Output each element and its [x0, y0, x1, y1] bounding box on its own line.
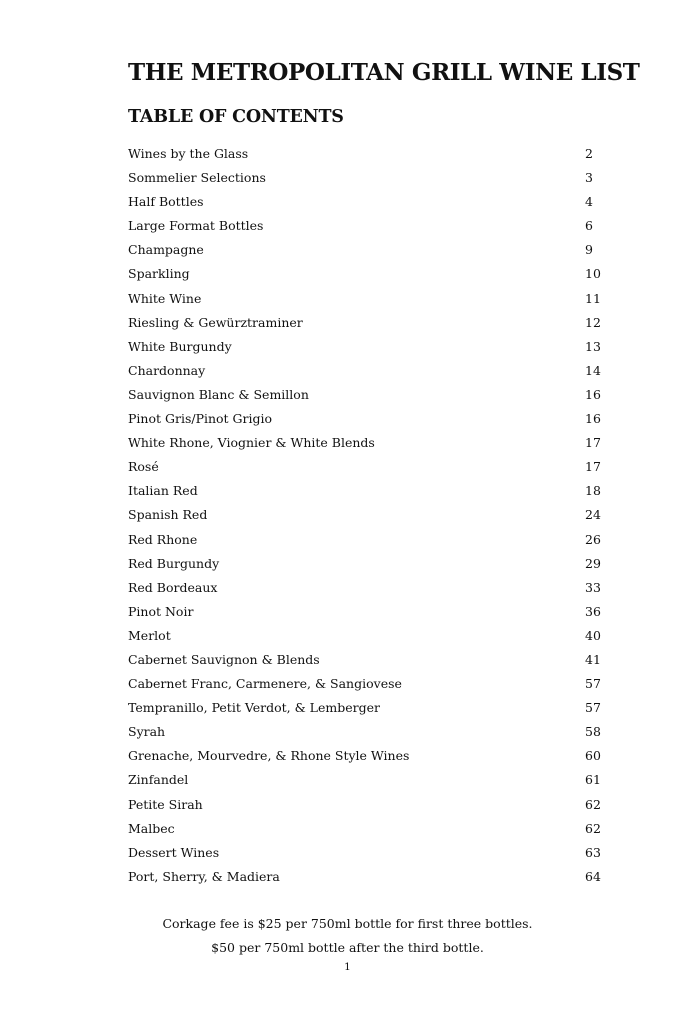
- toc-entry[interactable]: [128, 455, 603, 479]
- toc-entry-title: Cabernet Franc, Carmenere, & Sangiovese: [128, 676, 402, 692]
- toc-entry-title: Wines by the Glass: [128, 146, 249, 161]
- toc-entry-page: 14: [585, 362, 601, 378]
- toc-entry-page: 17: [585, 459, 601, 475]
- toc-entry[interactable]: [128, 166, 603, 190]
- toc-entry[interactable]: [128, 768, 603, 792]
- toc-entry[interactable]: [128, 600, 603, 624]
- toc-entry[interactable]: [128, 865, 603, 889]
- toc-entry[interactable]: [128, 359, 603, 383]
- toc-entry[interactable]: [128, 672, 603, 696]
- toc-entry-page: 9: [585, 242, 593, 258]
- toc-entry-page: 26: [585, 531, 601, 547]
- toc-entry[interactable]: [128, 648, 603, 672]
- toc-entry[interactable]: [128, 793, 603, 817]
- toc-entry-page: 13: [585, 338, 601, 354]
- toc-entry-title: Rosé: [128, 459, 159, 475]
- toc-entry-title: Sauvignon Blanc & Semillon: [128, 386, 309, 402]
- toc-entry[interactable]: [128, 720, 603, 744]
- toc-entry[interactable]: [128, 696, 603, 720]
- toc-entry-page: 16: [585, 411, 601, 427]
- toc-heading: TABLE OF CONTENTS: [128, 107, 344, 127]
- toc-entry-title: Chardonnay: [128, 362, 206, 378]
- toc-entry-title: Pinot Gris/Pinot Grigio: [128, 411, 273, 427]
- toc-entry-title: Dessert Wines: [128, 844, 220, 860]
- toc-entry-page: 57: [585, 700, 601, 716]
- toc-entry-page: 16: [585, 386, 601, 402]
- toc-entry-title: Grenache, Mourvedre, & Rhone Style Wines: [128, 748, 410, 764]
- toc-entry-title: Cabernet Sauvignon & Blends: [128, 651, 320, 667]
- toc-entry-page: 63: [585, 844, 601, 860]
- toc-entry-title: Half Bottles: [128, 194, 204, 210]
- document-title: THE METROPOLITAN GRILL WINE LIST: [128, 59, 640, 86]
- toc-entry[interactable]: [128, 479, 603, 503]
- toc-entry-page: 58: [585, 724, 601, 740]
- toc-entry-page: 60: [585, 748, 601, 764]
- table-of-contents: [128, 142, 603, 889]
- toc-entry[interactable]: [128, 287, 603, 311]
- toc-entry[interactable]: [128, 262, 603, 286]
- toc-entry-title: White Rhone, Viognier & White Blends: [128, 435, 375, 451]
- toc-entry[interactable]: [128, 431, 603, 455]
- corkage-note-first: Corkage fee is $25 per 750ml bottle for first three bottles.: [162, 916, 533, 931]
- toc-entry-title: Petite Sirah: [128, 796, 203, 812]
- toc-entry[interactable]: [128, 744, 603, 768]
- toc-entry-page: 18: [585, 483, 601, 499]
- toc-entry-page: 4: [585, 194, 593, 210]
- toc-entry-page: 64: [585, 868, 601, 884]
- toc-entry-title: Port, Sherry, & Madiera: [128, 868, 280, 884]
- toc-entry-page: 33: [585, 579, 601, 595]
- toc-entry-page: 3: [585, 170, 593, 186]
- toc-entry[interactable]: [128, 190, 603, 214]
- toc-entry-page: 17: [585, 435, 601, 451]
- corkage-note-second: $50 per 750ml bottle after the third bottle.: [211, 940, 484, 955]
- toc-entry[interactable]: [128, 624, 603, 648]
- toc-entry-title: Syrah: [128, 724, 166, 740]
- toc-entry[interactable]: [128, 142, 603, 166]
- toc-entry-title: Zinfandel: [128, 772, 189, 788]
- corkage-notes: [0, 912, 695, 960]
- toc-entry-title: Riesling & Gewürztraminer: [128, 314, 303, 330]
- toc-entry-page: 10: [585, 266, 601, 282]
- toc-entry[interactable]: [128, 528, 603, 552]
- toc-entry-title: Champagne: [128, 242, 204, 258]
- toc-entry-page: 36: [585, 603, 601, 619]
- toc-entry-title: Tempranillo, Petit Verdot, & Lemberger: [128, 700, 380, 716]
- toc-entry-page: 2: [585, 146, 593, 161]
- toc-entry-page: 12: [585, 314, 601, 330]
- toc-entry-page: 40: [585, 627, 601, 643]
- toc-entry[interactable]: [128, 238, 603, 262]
- toc-entry[interactable]: [128, 576, 603, 600]
- toc-entry[interactable]: [128, 335, 603, 359]
- toc-entry-page: 57: [585, 676, 601, 692]
- toc-entry-title: White Burgundy: [128, 338, 232, 354]
- toc-entry-title: Red Burgundy: [128, 555, 220, 571]
- toc-entry-title: Red Bordeaux: [128, 579, 218, 595]
- toc-entry-page: 11: [585, 290, 601, 306]
- toc-entry-page: 62: [585, 796, 601, 812]
- toc-entry-title: Spanish Red: [128, 507, 208, 523]
- toc-entry-title: Italian Red: [128, 483, 198, 499]
- toc-entry[interactable]: [128, 311, 603, 335]
- toc-entry[interactable]: [128, 503, 603, 527]
- toc-entry-title: Sparkling: [128, 266, 190, 282]
- toc-entry-page: 24: [585, 507, 601, 523]
- toc-entry-title: Sommelier Selections: [128, 170, 266, 186]
- toc-entry[interactable]: [128, 841, 603, 865]
- toc-entry-title: Red Rhone: [128, 531, 198, 547]
- toc-entry[interactable]: [128, 552, 603, 576]
- toc-entry-title: Malbec: [128, 820, 175, 836]
- toc-entry-title: Merlot: [128, 627, 171, 643]
- toc-entry-page: 41: [585, 651, 601, 667]
- toc-entry[interactable]: [128, 383, 603, 407]
- toc-entry-page: 61: [585, 772, 601, 788]
- toc-entry-page: 29: [585, 555, 601, 571]
- toc-entry-page: 6: [585, 218, 593, 234]
- toc-entry-page: 62: [585, 820, 601, 836]
- toc-entry[interactable]: [128, 214, 603, 238]
- toc-entry[interactable]: [128, 817, 603, 841]
- toc-entry-title: Large Format Bottles: [128, 218, 264, 234]
- toc-entry-title: Pinot Noir: [128, 603, 194, 619]
- toc-entry[interactable]: [128, 407, 603, 431]
- page-number: 1: [344, 961, 351, 973]
- toc-entry-title: White Wine: [128, 290, 202, 306]
